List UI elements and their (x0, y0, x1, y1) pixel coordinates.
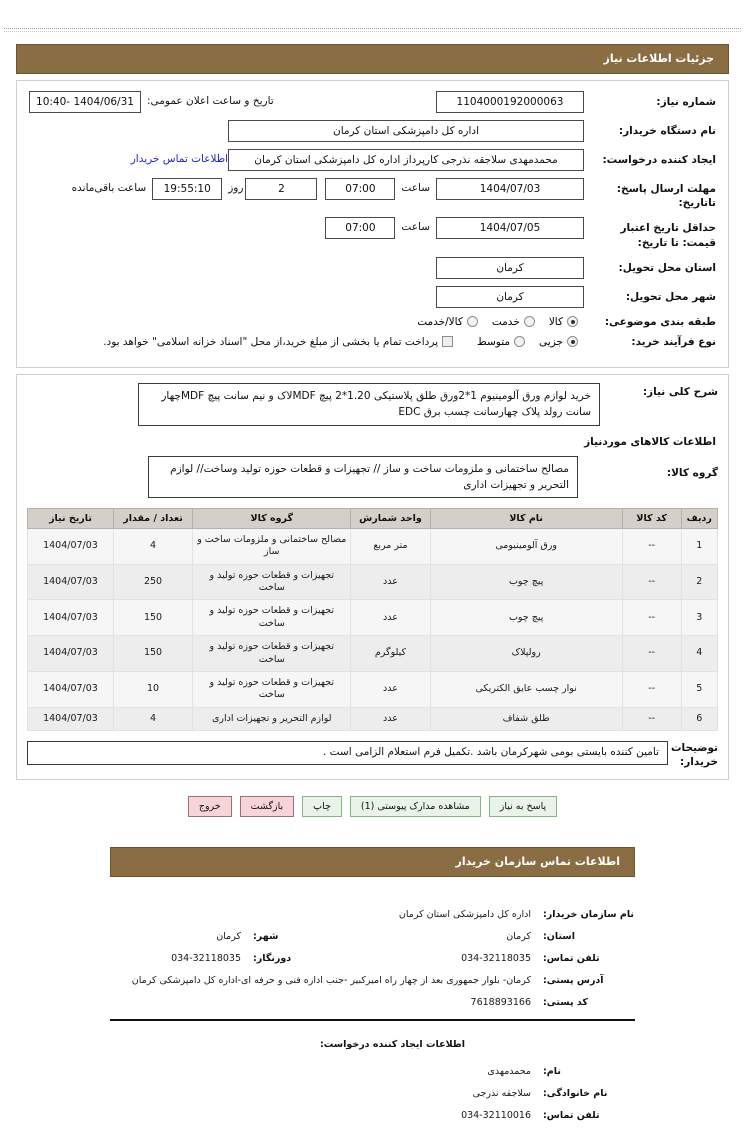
row-summary (27, 383, 718, 426)
cell-unit: عدد (351, 600, 430, 636)
contact-postal-label: کد پستی: (543, 997, 588, 1009)
row-buyer-org (29, 120, 716, 142)
cell-date: 1404/07/03 (28, 671, 114, 707)
cell-unit: عدد (351, 564, 430, 600)
respond-to-need-button[interactable]: پاسخ به نیاز (489, 796, 557, 817)
radio-icon-khedmat[interactable] (524, 316, 535, 327)
cell-group: تجهیزات و قطعات حوزه تولید و ساخت (193, 564, 351, 600)
goods-table-head (28, 509, 718, 529)
group-value: مصالح ساختمانی و ملزومات ساخت و ساز // تجهیزات و قطعات حوزه تولید وساخت// لوازم التحریر و تجهیزات اداری (148, 456, 578, 499)
col-header-group: گروه کالا (193, 509, 351, 529)
row-contact-postal (110, 997, 635, 1008)
pair-org-name (325, 909, 635, 920)
province-label: استان محل تحویل: (618, 261, 716, 274)
need-number-label: شماره نیاز: (656, 96, 716, 108)
goods-info-heading: اطلاعات کالاهای موردنیاز (584, 435, 716, 448)
need-details-panel (16, 80, 729, 368)
row-creator-first-name (110, 1066, 635, 1077)
category-option-khedmat-label: خدمت (491, 315, 520, 328)
creator-last-name-label: نام خانوادگی: (543, 1088, 608, 1100)
buyer-contact-header: اطلاعات تماس سازمان خریدار (110, 847, 635, 877)
radio-icon-kala[interactable] (567, 316, 578, 327)
row-creator-last-name (110, 1088, 635, 1099)
cell-name: ورق آلومینیومی (430, 529, 622, 565)
col-header-date: تاریخ نیاز (28, 509, 114, 529)
pair-postal (325, 997, 635, 1008)
cell-group: مصالح ساختمانی و ملزومات ساخت و ساز (193, 529, 351, 565)
cell-date: 1404/07/03 (28, 600, 114, 636)
process-option-jozei[interactable] (539, 336, 578, 348)
cell-name: پیچ چوب (430, 564, 622, 600)
city-value: کرمان (436, 286, 584, 308)
contact-address-label: آدرس پستی: (543, 975, 604, 987)
pair-phone (325, 953, 635, 964)
cell-qty: 250 (113, 564, 192, 600)
row-creator-phone (110, 1110, 635, 1121)
pair-creator-last-name (325, 1088, 635, 1099)
cell-radif: 2 (681, 564, 717, 600)
row-contact-province-city (110, 931, 635, 942)
remaining-days-value: 2 (245, 178, 317, 200)
contact-province-value: کرمان (506, 931, 531, 943)
cell-date: 1404/07/03 (28, 564, 114, 600)
cell-group: تجهیزات و قطعات حوزه تولید و ساخت (193, 636, 351, 672)
buyer-notes-value: تامین کننده بایستی بومی شهرکرمان باشد .تکمیل فرم استعلام الزامی است . (27, 741, 668, 765)
contact-city-value: کرمان (216, 931, 241, 943)
cell-radif: 4 (681, 636, 717, 672)
process-option-motevaset-label: متوسط (477, 335, 511, 348)
deadline-label: مهلت ارسال پاسخ: تاتاریخ: (616, 183, 716, 210)
cell-group: لوازم التحریر و تجهیزات اداری (193, 707, 351, 730)
category-option-kala[interactable] (549, 316, 578, 328)
cell-radif: 5 (681, 671, 717, 707)
creator-last-name-value: سلاجقه نذرجی (472, 1088, 531, 1100)
process-radio-group[interactable] (103, 336, 584, 348)
row-category (29, 315, 716, 329)
goods-panel (16, 374, 729, 780)
col-header-code: کد کالا (622, 509, 681, 529)
buyer-contact-link[interactable]: اطلاعات تماس خریدار (130, 153, 228, 165)
radio-icon-jozei[interactable] (567, 336, 578, 347)
need-details-header-wrap (16, 44, 729, 74)
cell-qty: 150 (113, 636, 192, 672)
creator-phone-value: 034-32110016 (461, 1110, 531, 1122)
print-button[interactable]: چاپ (302, 796, 342, 817)
category-option-kala-khedmat[interactable] (417, 316, 478, 328)
cell-unit: عدد (351, 707, 430, 730)
pair-city (125, 931, 325, 942)
cell-group: تجهیزات و قطعات حوزه تولید و ساخت (193, 600, 351, 636)
validity-time-value: 07:00 (325, 217, 395, 239)
contact-divider (110, 1019, 635, 1021)
row-contact-address (110, 975, 635, 986)
cell-radif: 3 (681, 600, 717, 636)
row-process-type (29, 335, 716, 349)
need-details-header: جزئیات اطلاعات نیاز (16, 44, 729, 74)
back-button[interactable]: بازگشت (240, 796, 294, 817)
table-row (28, 671, 718, 707)
cell-date: 1404/07/03 (28, 707, 114, 730)
goods-table (27, 508, 718, 731)
category-option-kala-khedmat-label: کالا/خدمت (417, 315, 463, 328)
cell-qty: 150 (113, 600, 192, 636)
cell-code: -- (622, 600, 681, 636)
contact-fax-label: دورنگار: (253, 953, 292, 965)
table-row (28, 564, 718, 600)
creator-section-heading: اطلاعات ایجاد کننده درخواست: (319, 1039, 465, 1051)
deadline-time-value: 07:00 (325, 178, 395, 200)
cell-qty: 4 (113, 529, 192, 565)
contact-org-name-label: نام سازمان خریدار: (543, 909, 634, 921)
creator-first-name-label: نام: (543, 1066, 561, 1078)
deadline-hour-label: ساعت (401, 182, 430, 194)
cell-date: 1404/07/03 (28, 636, 114, 672)
row-deadline (29, 178, 716, 210)
creator-phone-label: تلفن تماس: (543, 1110, 600, 1122)
cell-unit: کیلوگرم (351, 636, 430, 672)
row-group (27, 456, 718, 499)
col-header-name: نام کالا (430, 509, 622, 529)
summary-value: خرید لوازم ورق آلومینیوم 1*2ورق طلق پلاستیکی 1.20*2 پیچ MDFلاک و نیم سانت پیچ MDFچهار سانت رولد پلاک چهارسانت چسب برق EDC (138, 383, 600, 426)
contact-phone-value: 034-32118035 (461, 953, 531, 965)
contact-phone-label: تلفن تماس: (543, 953, 600, 965)
cell-name: نوار چسب عایق الکتریکی (430, 671, 622, 707)
cell-date: 1404/07/03 (28, 529, 114, 565)
cell-name: رولپلاک (430, 636, 622, 672)
row-contact-phone-fax (110, 953, 635, 964)
cell-code: -- (622, 671, 681, 707)
cell-group: تجهیزات و قطعات حوزه تولید و ساخت (193, 671, 351, 707)
requester-label: ایجاد کننده درخواست: (602, 154, 716, 166)
buyer-org-value: اداره کل دامپزشکی استان کرمان (228, 120, 584, 142)
days-unit-label: روز (228, 182, 244, 194)
table-row (28, 636, 718, 672)
row-buyer-notes (27, 741, 718, 769)
deadline-date-value: 1404/07/03 (436, 178, 584, 200)
cell-code: -- (622, 564, 681, 600)
buyer-org-label: نام دستگاه خریدار: (618, 125, 716, 137)
cell-qty: 10 (113, 671, 192, 707)
validity-hour-label: ساعت (401, 221, 430, 234)
category-label: طبقه بندی موضوعی: (604, 315, 716, 328)
need-number-value: 1104000192000063 (436, 91, 584, 113)
category-radio-group[interactable] (417, 316, 584, 328)
radio-icon-motevaset[interactable] (514, 336, 525, 347)
page-container (0, 28, 745, 1138)
buyer-contact-panel (110, 895, 635, 1138)
pair-creator-phone (325, 1110, 635, 1121)
buyer-notes-label: توضیحات خریدار: (670, 741, 718, 769)
cell-radif: 1 (681, 529, 717, 565)
table-row (28, 707, 718, 730)
table-row (28, 529, 718, 565)
goods-table-body (28, 529, 718, 731)
cell-code: -- (622, 529, 681, 565)
cell-qty: 4 (113, 707, 192, 730)
view-attachments-button[interactable]: مشاهده مدارک پیوستی (1) (350, 796, 481, 817)
row-validity (29, 217, 716, 249)
process-label: نوع فرآیند خرید: (631, 335, 716, 348)
radio-icon-kala-khedmat[interactable] (467, 316, 478, 327)
cell-radif: 6 (681, 707, 717, 730)
category-option-khedmat[interactable] (492, 316, 535, 328)
process-option-jozei-label: جزیی (539, 335, 563, 348)
buyer-contact-header-wrap (110, 847, 635, 877)
row-province (29, 257, 716, 279)
contact-city-label: شهر: (253, 931, 279, 943)
validity-label: حداقل تاریخ اعتبار قیمت: تا تاریخ: (620, 222, 716, 249)
contact-fax-value: 034-32118035 (171, 953, 241, 965)
col-header-qty: تعداد / مقدار (113, 509, 192, 529)
group-label: گروه کالا: (666, 466, 718, 479)
row-contact-org-name (110, 909, 635, 920)
contact-postal-value: 7618893166 (470, 997, 531, 1009)
cell-name: طلق شفاف (430, 707, 622, 730)
category-option-kala-label: کالا (548, 315, 563, 328)
contact-address-value: کرمان- بلوار جمهوری بعد از چهار راه امیرکبیر -جنب اداره فنی و حرفه ای-اداره کل دامپزشکی کرمان (131, 975, 531, 987)
checkbox-icon-treasury[interactable] (442, 336, 453, 347)
contact-org-name-value: اداره کل دامپزشکی استان کرمان (398, 909, 531, 921)
requester-value: محمدمهدی سلاجقه نذرجی کارپرداز اداره کل دامپزشکی استان کرمان (228, 149, 584, 171)
top-divider (4, 28, 741, 32)
treasury-checkbox-item[interactable] (103, 336, 453, 348)
table-row (28, 600, 718, 636)
pair-fax (125, 953, 325, 964)
province-value: کرمان (436, 257, 584, 279)
action-buttons-row (0, 796, 745, 817)
row-need-number (29, 91, 716, 113)
cell-code: -- (622, 707, 681, 730)
announce-value: 1404/06/31 -10:40 (29, 91, 141, 113)
cell-name: پیچ چوب (430, 600, 622, 636)
exit-button[interactable]: خروج (188, 796, 232, 817)
cell-unit: عدد (351, 671, 430, 707)
announce-label: تاریخ و ساعت اعلان عمومی: (147, 95, 274, 107)
validity-date-value: 1404/07/05 (436, 217, 584, 239)
row-requester (29, 149, 716, 171)
remaining-hours-value: 19:55:10 (152, 178, 222, 200)
pair-province (325, 931, 635, 942)
goods-table-header-row (28, 509, 718, 529)
pair-creator-first-name (325, 1066, 635, 1077)
col-header-unit: واحد شمارش (351, 509, 430, 529)
contact-province-label: استان: (543, 931, 575, 943)
remaining-hours-label: ساعت باقی‌مانده (71, 182, 147, 194)
cell-unit: متر مربع (351, 529, 430, 565)
col-header-radif: ردیف (681, 509, 717, 529)
city-label: شهر محل تحویل: (625, 290, 716, 303)
treasury-checkbox-label: پرداخت تمام یا بخشی از مبلغ خرید،از محل "اسناد خزانه اسلامی" خواهد بود. (103, 335, 439, 348)
creator-first-name-value: محمدمهدی (487, 1066, 531, 1078)
process-option-motevaset[interactable] (477, 336, 525, 348)
row-city (29, 286, 716, 308)
summary-label: شرح کلی نیاز: (642, 386, 718, 399)
cell-code: -- (622, 636, 681, 672)
